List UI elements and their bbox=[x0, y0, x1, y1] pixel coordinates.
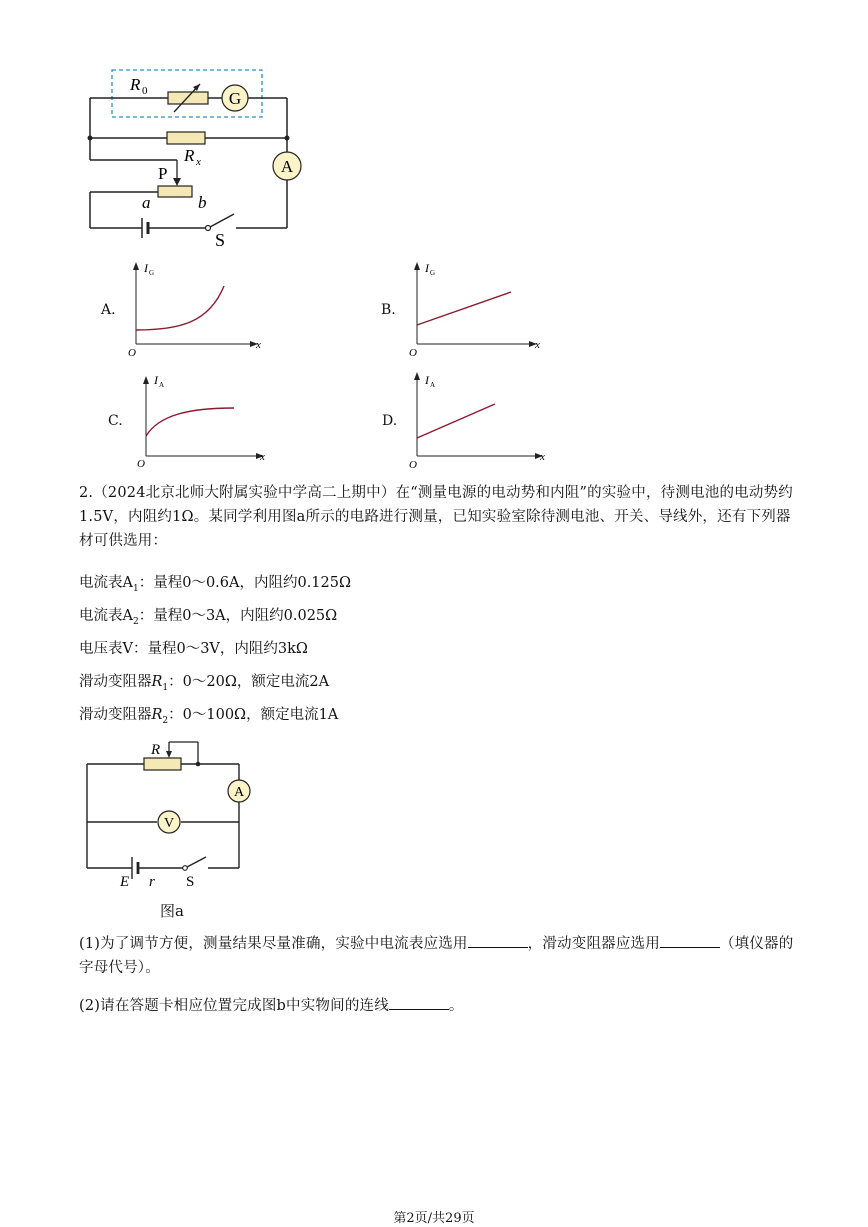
curve-a bbox=[136, 286, 224, 330]
page-footer: 第2页/共29页 bbox=[393, 1211, 475, 1226]
equipment-item-5: 滑动变阻器$R_2$：0～100Ω，额定电流1A bbox=[79, 707, 339, 726]
svg-text:A: A bbox=[430, 381, 436, 389]
r0-label: R bbox=[130, 75, 141, 94]
switch-s-label: S bbox=[186, 874, 195, 888]
end-a-label: a bbox=[142, 193, 151, 212]
rx-sub: x bbox=[196, 156, 201, 168]
graph-c bbox=[134, 370, 274, 470]
slide-rheostat bbox=[158, 186, 192, 197]
switch-s bbox=[187, 857, 206, 867]
circuit-diagram-1 bbox=[80, 62, 310, 252]
curve-d bbox=[417, 404, 495, 438]
option-a-label: A. bbox=[101, 302, 116, 318]
option-d-label: D. bbox=[382, 413, 398, 429]
r0-sub: 0 bbox=[142, 85, 148, 97]
figure-caption: 图a bbox=[160, 902, 184, 920]
graph-b bbox=[405, 258, 545, 358]
svg-text:I: I bbox=[425, 261, 429, 275]
curve-b bbox=[417, 292, 511, 325]
ammeter-label: A bbox=[280, 157, 294, 176]
graph-a bbox=[124, 258, 264, 358]
switch bbox=[210, 214, 234, 227]
answer-blank-1[interactable] bbox=[468, 933, 528, 948]
sub-question-2: (2)请在答题卡相应位置完成图b中实物间的连线 。 bbox=[79, 994, 795, 1018]
slider-label: P bbox=[158, 164, 168, 183]
rheostat-r bbox=[144, 758, 181, 770]
svg-text:O: O bbox=[137, 458, 145, 470]
emf-label: E bbox=[120, 874, 130, 888]
svg-text:A: A bbox=[159, 381, 165, 389]
option-b-label: B. bbox=[381, 302, 396, 318]
rheostat-label: R bbox=[151, 742, 161, 758]
svg-text:O: O bbox=[409, 347, 417, 358]
rx-label: R bbox=[184, 146, 195, 165]
answer-blank-3[interactable] bbox=[389, 995, 449, 1010]
svg-text:G: G bbox=[430, 269, 436, 277]
end-b-label: b bbox=[198, 193, 207, 212]
svg-text:I: I bbox=[144, 261, 148, 275]
equipment-item-2: 电流表$A_2$：量程0～3A，内阻约0.025Ω bbox=[79, 608, 338, 627]
voltmeter-label: V bbox=[163, 816, 175, 831]
svg-text:I: I bbox=[154, 373, 158, 387]
svg-text:x: x bbox=[540, 451, 545, 463]
galvanometer-label: G bbox=[228, 89, 242, 108]
svg-text:x: x bbox=[256, 339, 261, 351]
graph-d bbox=[405, 370, 550, 470]
sub-question-1: (1)为了调节方便，测量结果尽量准确，实验中电流表应选用 ，滑动变阻器应选用 （填仪器的字母代号）。 bbox=[79, 932, 795, 980]
switch-label: S bbox=[215, 230, 226, 250]
svg-text:O: O bbox=[409, 459, 417, 470]
svg-text:I: I bbox=[425, 373, 429, 387]
svg-text:x: x bbox=[535, 339, 540, 351]
circuit-diagram-a bbox=[82, 738, 257, 888]
svg-text:G: G bbox=[149, 269, 155, 277]
equipment-item-3: 电压表V：量程0～3V，内阻约3kΩ bbox=[79, 641, 308, 657]
question2-stem: 2.（2024北京北师大附属实验中学高二上期中）在“测量电源的电动势和内阻”的实验中，待测电池的电动势约1.5V，内阻约1Ω。某同学利用图a所示的电路进行测量，已知实验室除待测电池、开关、导线外，还有下列器材可供选用： bbox=[79, 485, 793, 549]
ammeter-a-label: A bbox=[233, 785, 245, 800]
rx-resistor bbox=[167, 132, 205, 144]
r0-resistor bbox=[168, 92, 208, 104]
internal-r-label: r bbox=[149, 874, 155, 888]
svg-text:x: x bbox=[260, 451, 265, 463]
answer-blank-2[interactable] bbox=[660, 933, 720, 948]
equipment-item-4: 滑动变阻器$R_1$：0～20Ω，额定电流2A bbox=[79, 674, 330, 693]
equipment-item-1: 电流表$A_1$：量程0～0.6A，内阻约0.125Ω bbox=[79, 575, 352, 594]
svg-text:O: O bbox=[128, 347, 136, 358]
option-c-label: C. bbox=[108, 413, 123, 429]
curve-c bbox=[146, 408, 234, 436]
